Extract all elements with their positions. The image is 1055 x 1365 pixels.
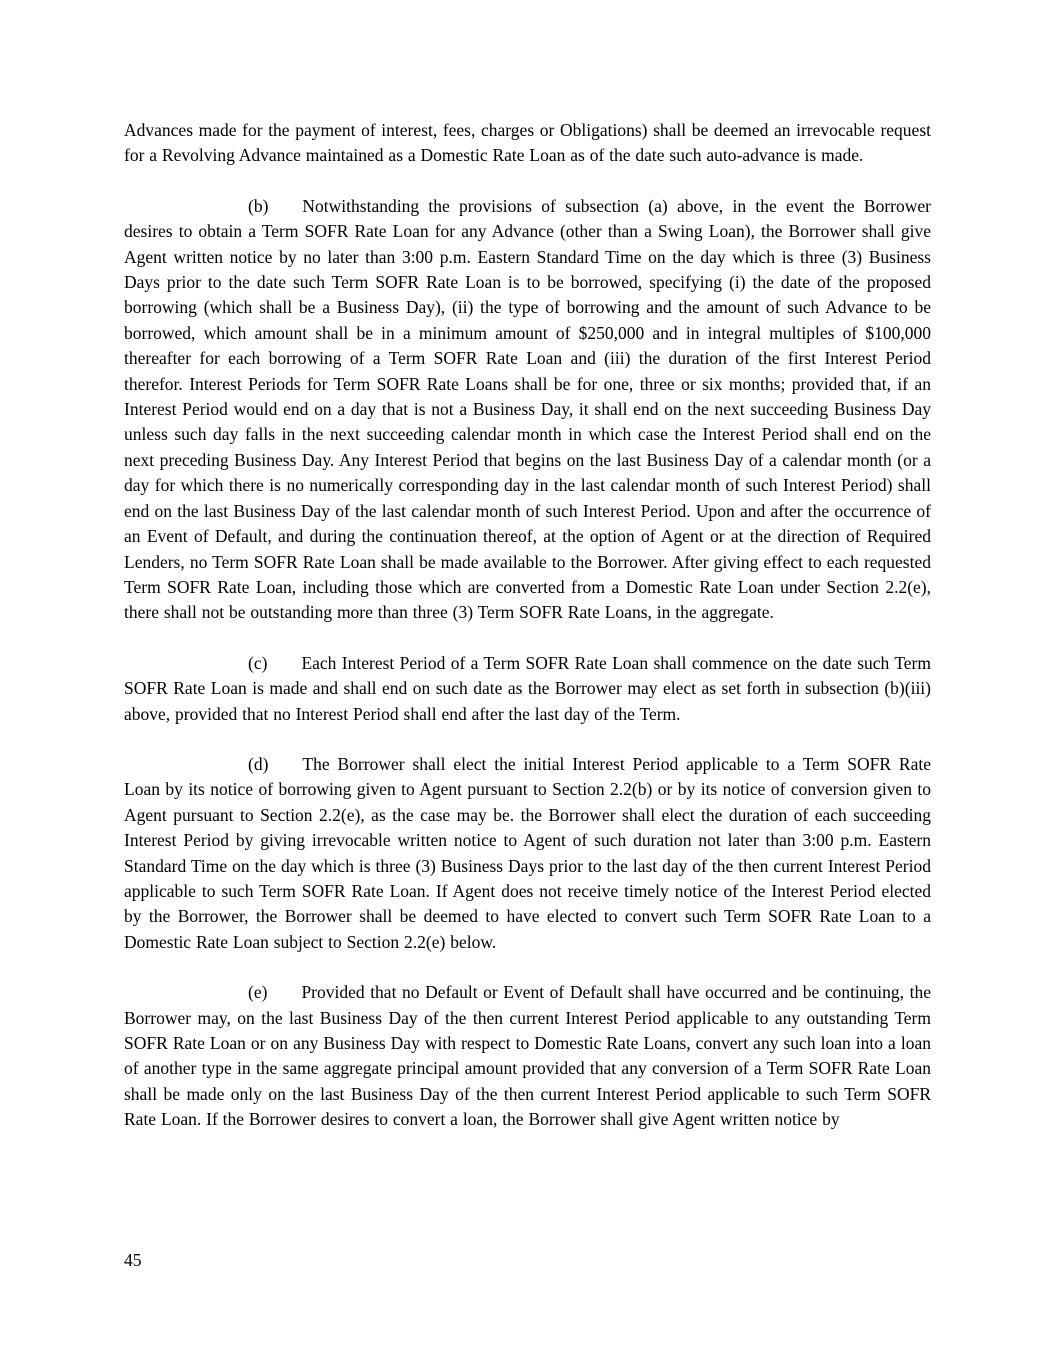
paragraph-e [124,980,931,1132]
document-body [124,118,931,1158]
paragraph-b [124,194,931,626]
paragraph-text: The Borrower shall elect the initial Interest Period applicable to a Term SOFR Rate Loan by its notice of borrowing given to Agent pursuant to Section 2.2(b) or by its notice of conversion given to Agent pursuant to Section 2.2(e), as the case may be. the Borrower shall elect the duration of each succeeding Interest Period by giving irrevocable written notice to Agent of such duration not later than 3:00 p.m. Eastern Standard Time on the day which is three (3) Business Days prior to the last day of the then current Interest Period applicable to such Term SOFR Rate Loan. If Agent does not receive timely notice of the Interest Period elected by the Borrower, the Borrower shall be deemed to have elected to convert such Term SOFR Rate Loan to a Domestic Rate Loan subject to Section 2.2(e) below. [124,753,931,952]
paragraph-label: (c) [248,652,268,673]
paragraph-continuation [124,118,931,169]
paragraph-text: Notwithstanding the provisions of subsection (a) above, in the event the Borrower desires to obtain a Term SOFR Rate Loan for any Advance (other than a Swing Loan), the Borrower shall give Agent written notice by no later than 3:00 p.m. Eastern Standard Time on the day which is three (3) Business Days prior to the date such Term SOFR Rate Loan is to be borrowed, specifying (i) the date of the proposed borrowing (which shall be a Business Day), (ii) the type of borrowing and the amount of such Advance to be borrowed, which amount shall be in a minimum amount of $250,000 and in integral multiples of $100,000 thereafter for each borrowing of a Term SOFR Rate Loan and (iii) the duration of the first Interest Period therefor. Interest Periods for Term SOFR Rate Loans shall be for one, three or six months; provided that, if an Interest Period would end on a day that is not a Business Day, it shall end on the next succeeding Business Day unless such day falls in the next succeeding calendar month in which case the Interest Period shall end on the next preceding Business Day. Any Interest Period that begins on the last Business Day of a calendar month (or a day for which there is no numerically corresponding day in the last calendar month of such Interest Period) shall end on the last Business Day of the last calendar month of such Interest Period. Upon and after the occurrence of an Event of Default, and during the continuation thereof, at the option of Agent or at the direction of Required Lenders, no Term SOFR Rate Loan shall be made available to the Borrower. After giving effect to each requested Term SOFR Rate Loan, including those which are converted from a Domestic Rate Loan under Section 2.2(e), there shall not be outstanding more than three (3) Term SOFR Rate Loans, in the aggregate. [124,195,931,623]
paragraph-d [124,752,931,955]
paragraph-c [124,651,931,727]
paragraph-text: Advances made for the payment of interest, fees, charges or Obligations) shall be deemed an irrevocable request for a Revolving Advance maintained as a Domestic Rate Loan as of the date such auto-advance is made. [124,120,931,166]
paragraph-label: (e) [248,982,268,1003]
paragraph-label: (b) [248,195,269,216]
page-number: 45 [124,1250,142,1270]
paragraph-text: Each Interest Period of a Term SOFR Rate Loan shall commence on the date such Term SOFR Rate Loan is made and shall end on such date as the Borrower may elect as set forth in subsection (b)(iii) above, provided that no Interest Period shall end after the last day of the Term. [124,652,931,724]
paragraph-label: (d) [248,753,269,774]
paragraph-text: Provided that no Default or Event of Default shall have occurred and be continuing, the Borrower may, on the last Business Day of the then current Interest Period applicable to any outstanding Term SOFR Rate Loan or on any Business Day with respect to Domestic Rate Loans, convert any such loan into a loan of another type in the same aggregate principal amount provided that any conversion of a Term SOFR Rate Loan shall be made only on the last Business Day of the then current Interest Period applicable to such Term SOFR Rate Loan. If the Borrower desires to convert a loan, the Borrower shall give Agent written notice by [124,982,931,1130]
